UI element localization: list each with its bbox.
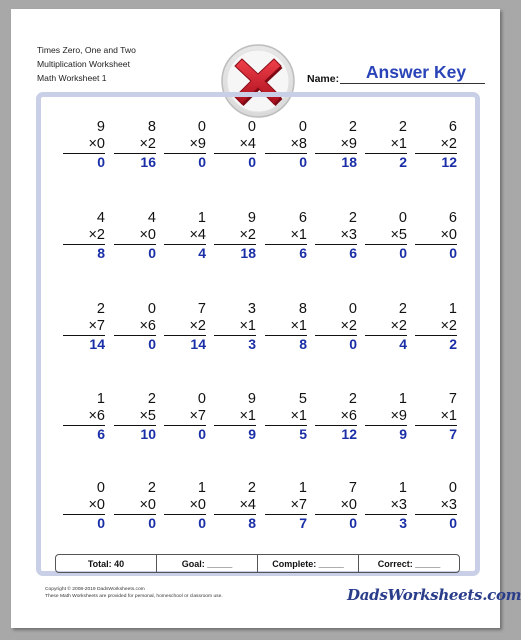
problem-3 [164,119,206,171]
problem-14 [315,210,357,262]
problem-top-number: 1 [96,391,105,407]
problem-top-number: 7 [197,301,206,317]
problem-13 [265,210,307,262]
total-cell: Total: 40 [56,555,157,572]
problem-multiplier: ×9 [164,136,206,154]
problem-top-number: 1 [298,480,307,496]
problem-15 [365,210,407,262]
problem-grid [36,92,480,576]
name-label: Name: [307,73,340,85]
problem-multiplier: ×7 [265,497,307,515]
problem-multiplier: ×9 [315,136,357,154]
problem-16 [415,210,457,262]
problem-answer: 12 [441,154,457,170]
problem-multiplier: ×1 [265,227,307,245]
problem-multiplier: ×0 [315,497,357,515]
problem-top-number: 0 [197,119,206,135]
problem-top-number: 0 [147,301,156,317]
problem-answer: 0 [449,245,457,261]
problem-top-number: 9 [247,391,256,407]
problem-11 [164,210,206,262]
problem-21 [265,301,307,353]
problem-answer: 7 [299,515,307,531]
problem-top-number: 5 [298,391,307,407]
problem-answer: 0 [248,154,256,170]
problem-24 [415,301,457,353]
copyright-line-2: These Math Worksheets are provided for personal, homeschool or classroom use. [45,593,223,599]
worksheet-page [11,9,521,628]
problem-top-number: 1 [398,480,407,496]
problem-multiplier: ×2 [415,136,457,154]
problem-31 [365,391,407,443]
problem-answer: 4 [198,245,206,261]
problem-multiplier: ×2 [214,227,256,245]
problem-30 [315,391,357,443]
problem-top-number: 0 [247,119,256,135]
problem-top-number: 1 [398,391,407,407]
problem-10 [114,210,156,262]
problem-multiplier: ×0 [114,497,156,515]
problem-35 [164,480,206,532]
problem-top-number: 2 [147,480,156,496]
problem-5 [265,119,307,171]
problem-answer: 16 [140,154,156,170]
answer-key-text: Answer Key [365,62,467,82]
problem-multiplier: ×3 [315,227,357,245]
problem-multiplier: ×6 [315,408,357,426]
problem-top-number: 6 [448,119,457,135]
problem-19 [164,301,206,353]
problem-answer: 0 [299,154,307,170]
problem-39 [365,480,407,532]
problem-top-number: 3 [247,301,256,317]
problem-top-number: 2 [398,301,407,317]
problem-32 [415,391,457,443]
problem-answer: 6 [349,245,357,261]
problem-top-number: 1 [197,480,206,496]
problem-multiplier: ×2 [315,318,357,336]
problem-top-number: 0 [96,480,105,496]
problem-answer: 2 [399,154,407,170]
problem-answer: 0 [148,515,156,531]
problem-33 [63,480,105,532]
problem-multiplier: ×0 [415,227,457,245]
name-underline [340,83,485,84]
problem-multiplier: ×6 [114,318,156,336]
problem-25 [63,391,105,443]
problem-2 [114,119,156,171]
problem-multiplier: ×4 [164,227,206,245]
problem-multiplier: ×2 [114,136,156,154]
problem-top-number: 2 [398,119,407,135]
title-line-2: Multiplication Worksheet [37,59,130,69]
problem-multiplier: ×0 [164,497,206,515]
problem-multiplier: ×1 [265,408,307,426]
problem-answer: 12 [341,426,357,442]
problem-37 [265,480,307,532]
problem-29 [265,391,307,443]
problem-36 [214,480,256,532]
problem-multiplier: ×3 [415,497,457,515]
problem-answer: 0 [198,154,206,170]
problem-answer: 7 [449,426,457,442]
problem-top-number: 2 [348,391,357,407]
complete-cell: Complete: _____ [258,555,359,572]
problem-multiplier: ×1 [214,318,256,336]
problem-multiplier: ×7 [63,318,105,336]
copyright-notice [45,587,223,600]
problem-top-number: 6 [298,210,307,226]
problem-18 [114,301,156,353]
problem-answer: 0 [349,336,357,352]
problem-8 [415,119,457,171]
problem-answer: 6 [97,426,105,442]
problem-answer: 5 [299,426,307,442]
problem-multiplier: ×5 [114,408,156,426]
problem-12 [214,210,256,262]
problem-multiplier: ×0 [63,136,105,154]
problem-multiplier: ×2 [415,318,457,336]
problem-multiplier: ×2 [164,318,206,336]
problem-top-number: 8 [298,301,307,317]
problem-top-number: 8 [147,119,156,135]
problem-top-number: 2 [96,301,105,317]
problem-answer: 14 [89,336,105,352]
problem-answer: 0 [399,245,407,261]
problem-multiplier: ×0 [114,227,156,245]
problem-answer: 0 [148,245,156,261]
problem-answer: 6 [299,245,307,261]
problem-26 [114,391,156,443]
problem-top-number: 9 [247,210,256,226]
problem-multiplier: ×4 [214,497,256,515]
problem-answer: 3 [248,336,256,352]
problem-multiplier: ×1 [214,408,256,426]
copyright-line-1: Copyright © 2008-2019 DadsWorksheets.com [45,587,145,592]
problem-multiplier: ×5 [365,227,407,245]
problem-6 [315,119,357,171]
problem-27 [164,391,206,443]
problem-multiplier: ×2 [365,318,407,336]
problem-multiplier: ×2 [63,227,105,245]
problem-multiplier: ×4 [214,136,256,154]
problem-34 [114,480,156,532]
problem-answer: 0 [198,515,206,531]
problem-answer: 0 [97,515,105,531]
problem-multiplier: ×9 [365,408,407,426]
problem-answer: 0 [198,426,206,442]
problem-top-number: 9 [96,119,105,135]
problem-top-number: 0 [448,480,457,496]
problem-top-number: 0 [398,210,407,226]
problem-answer: 9 [399,426,407,442]
problem-1 [63,119,105,171]
problem-top-number: 1 [197,210,206,226]
problem-answer: 10 [140,426,156,442]
problem-answer: 0 [449,515,457,531]
name-field [307,62,485,86]
problem-top-number: 4 [147,210,156,226]
problem-20 [214,301,256,353]
problem-answer: 8 [97,245,105,261]
problem-top-number: 4 [96,210,105,226]
problem-top-number: 1 [448,301,457,317]
correct-cell: Correct: _____ [377,558,441,569]
problem-answer: 9 [248,426,256,442]
problem-answer: 8 [299,336,307,352]
problem-answer: 0 [349,515,357,531]
problem-38 [315,480,357,532]
problem-answer: 18 [240,245,256,261]
problem-4 [214,119,256,171]
problem-17 [63,301,105,353]
title-line-1: Times Zero, One and Two [37,45,136,55]
problem-top-number: 0 [197,391,206,407]
problem-7 [365,119,407,171]
problem-multiplier: ×1 [415,408,457,426]
problem-answer: 14 [190,336,206,352]
problem-top-number: 0 [348,301,357,317]
problem-multiplier: ×8 [265,136,307,154]
problem-top-number: 2 [348,119,357,135]
problem-multiplier: ×6 [63,408,105,426]
problem-answer: 8 [248,515,256,531]
problem-40 [415,480,457,532]
problem-multiplier: ×1 [265,318,307,336]
problem-top-number: 2 [147,391,156,407]
problem-answer: 3 [399,515,407,531]
problem-multiplier: ×1 [365,136,407,154]
problem-top-number: 2 [348,210,357,226]
problem-9 [63,210,105,262]
problem-multiplier: ×3 [365,497,407,515]
title-line-3: Math Worksheet 1 [37,73,107,83]
problem-answer: 4 [399,336,407,352]
problem-answer: 2 [449,336,457,352]
problem-multiplier: ×0 [63,497,105,515]
problem-22 [315,301,357,353]
problem-top-number: 7 [448,391,457,407]
problem-top-number: 7 [348,480,357,496]
worksheet-title [37,43,136,85]
problem-23 [365,301,407,353]
problem-top-number: 2 [247,480,256,496]
problem-top-number: 6 [448,210,457,226]
problem-multiplier: ×7 [164,408,206,426]
problem-answer: 18 [341,154,357,170]
problem-28 [214,391,256,443]
problem-answer: 0 [148,336,156,352]
site-logo: DadsWorksheets.com [347,586,521,604]
problem-top-number: 0 [298,119,307,135]
problem-answer: 0 [97,154,105,170]
score-footer [55,554,460,573]
goal-cell: Goal: _____ [157,555,258,572]
